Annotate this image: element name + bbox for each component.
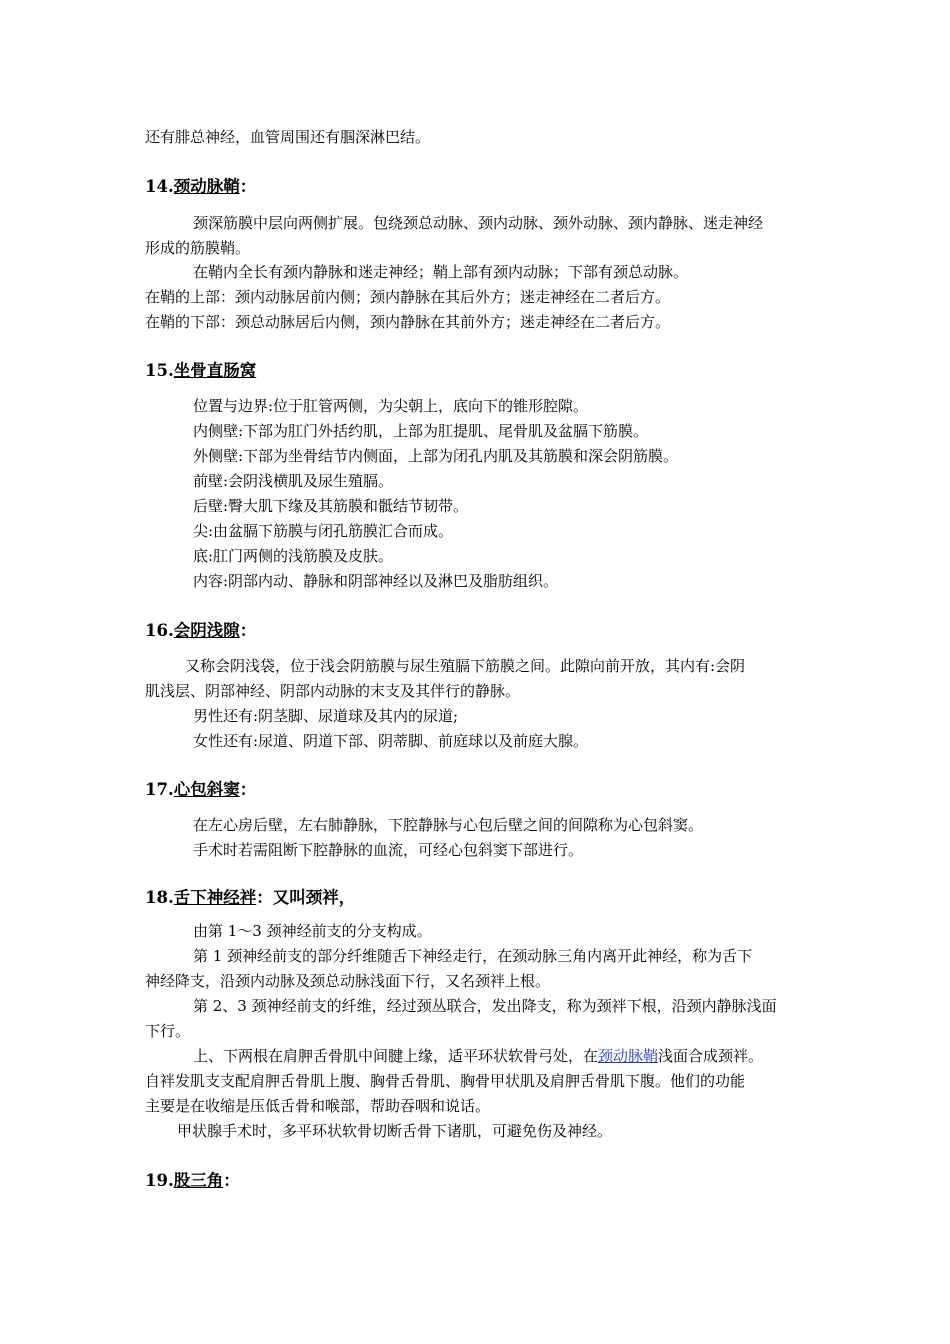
paragraph-text: 浅面合成颈袢。 xyxy=(658,1047,764,1065)
section-18-paragraph: 第 2、3 颈神经前支的纤维，经过颈丛联合，发出降支，称为颈袢下根，沿颈内静脉浅面 xyxy=(193,997,777,1015)
section-17-heading xyxy=(145,779,256,801)
section-18-suffix: ：又叫颈袢， xyxy=(256,888,356,907)
section-18-paragraph: 下行。 xyxy=(145,1022,191,1040)
section-18-paragraph xyxy=(193,1046,763,1066)
section-14-paragraph: 形成的筋膜鞘。 xyxy=(145,239,251,257)
section-16-number: 16. xyxy=(145,621,174,640)
section-17-title: 心包斜窦 xyxy=(173,780,240,799)
list-item: 位置与边界:位于肛管两侧，为尖朝上，底向下的锥形腔隙。 xyxy=(193,397,589,415)
section-17-paragraph: 在左心房后壁，左右肺静脉，下腔静脉与心包后壁之间的间隙称为心包斜窦。 xyxy=(193,816,704,834)
section-14-paragraph: 在鞘内全长有颈内静脉和迷走神经；鞘上部有颈内动脉；下部有颈总动脉。 xyxy=(193,263,689,281)
section-15-number: 15. xyxy=(145,361,174,380)
list-item: 内侧壁:下部为肛门外括约肌，上部为肛提肌、尾骨肌及盆膈下筋膜。 xyxy=(193,422,649,440)
section-15-title: 坐骨直肠窝 xyxy=(173,361,257,380)
section-16-suffix: ： xyxy=(239,621,257,640)
section-16-paragraph: 又称会阴浅袋，位于浅会阴筋膜与尿生殖膈下筋膜之间。此隙向前开放，其内有:会阴 xyxy=(185,657,746,675)
section-19-heading xyxy=(145,1170,240,1192)
section-16-title: 会阴浅隙 xyxy=(173,621,240,640)
section-15-heading xyxy=(145,360,256,382)
section-14-paragraph: 颈深筋膜中层向两侧扩展。包绕颈总动脉、颈内动脉、颈外动脉、颈内静脉、迷走神经 xyxy=(193,214,764,232)
carotid-sheath-link[interactable]: 颈动脉鞘 xyxy=(598,1047,659,1065)
list-item: 尖:由盆膈下筋膜与闭孔筋膜汇合而成。 xyxy=(193,522,454,540)
intro-text: 还有腓总神经，血管周围还有腘深淋巴结。 xyxy=(145,128,431,146)
section-18-paragraph: 第 1 颈神经前支的部分纤维随舌下神经走行，在颈动脉三角内离开此神经，称为舌下 xyxy=(193,947,753,965)
list-item: 底:肛门两侧的浅筋膜及皮肤。 xyxy=(193,547,394,565)
section-18-paragraph: 主要是在收缩是压低舌骨和喉部，帮助吞咽和说话。 xyxy=(145,1097,491,1115)
section-16-heading xyxy=(145,620,256,642)
section-18-title: 舌下神经袢 xyxy=(173,888,257,907)
list-item: 后壁:臀大肌下缘及其筋膜和骶结节韧带。 xyxy=(193,497,469,515)
section-17-paragraph: 手术时若需阻断下腔静脉的血流，可经心包斜窦下部进行。 xyxy=(193,841,584,859)
paragraph-text: 上、下两根在肩胛舌骨肌中间腱上缘，适平环状软骨弓处，在 xyxy=(193,1047,599,1065)
section-19-number: 19. xyxy=(145,1171,174,1190)
section-18-paragraph: 由第 1～3 颈神经前支的分支构成。 xyxy=(193,922,432,940)
section-14-heading xyxy=(145,176,256,198)
section-14-suffix: ： xyxy=(239,177,257,196)
section-18-heading xyxy=(145,887,355,909)
section-14-number: 14. xyxy=(145,177,174,196)
section-14-paragraph: 在鞘的下部：颈总动脉居后内侧，颈内静脉在其前外方；迷走神经在二者后方。 xyxy=(145,313,671,331)
section-17-suffix: ： xyxy=(239,780,257,799)
section-18-paragraph: 神经降支，沿颈内动脉及颈总动脉浅面下行，又名颈袢上根。 xyxy=(145,972,551,990)
list-item: 前壁:会阴浅横肌及尿生殖膈。 xyxy=(193,472,394,490)
section-18-paragraph: 甲状腺手术时，多平环状软骨切断舌骨下诸肌，可避免伤及神经。 xyxy=(177,1122,613,1140)
section-19-title: 股三角 xyxy=(173,1171,224,1190)
section-17-number: 17. xyxy=(145,780,174,799)
section-18-number: 18. xyxy=(145,888,174,907)
section-16-paragraph: 肌浅层、阴部神经、阴部内动脉的末支及其伴行的静脉。 xyxy=(145,682,521,700)
section-16-paragraph: 男性还有:阴茎脚、尿道球及其内的尿道; xyxy=(193,707,459,725)
section-14-title: 颈动脉鞘 xyxy=(173,177,240,196)
list-item: 外侧壁:下部为坐骨结节内侧面，上部为闭孔内肌及其筋膜和深会阴筋膜。 xyxy=(193,447,679,465)
section-19-suffix: ： xyxy=(223,1171,240,1190)
section-18-paragraph: 自袢发肌支支配肩胛舌骨肌上腹、胸骨舌骨肌、胸骨甲状肌及肩胛舌骨肌下腹。他们的功能 xyxy=(145,1072,746,1090)
list-item: 内容:阴部内动、静脉和阴部神经以及淋巴及脂肪组织。 xyxy=(193,572,559,590)
section-14-paragraph: 在鞘的上部：颈内动脉居前内侧；颈内静脉在其后外方；迷走神经在二者后方。 xyxy=(145,288,671,306)
section-16-paragraph: 女性还有:尿道、阴道下部、阴蒂脚、前庭球以及前庭大腺。 xyxy=(193,732,589,750)
